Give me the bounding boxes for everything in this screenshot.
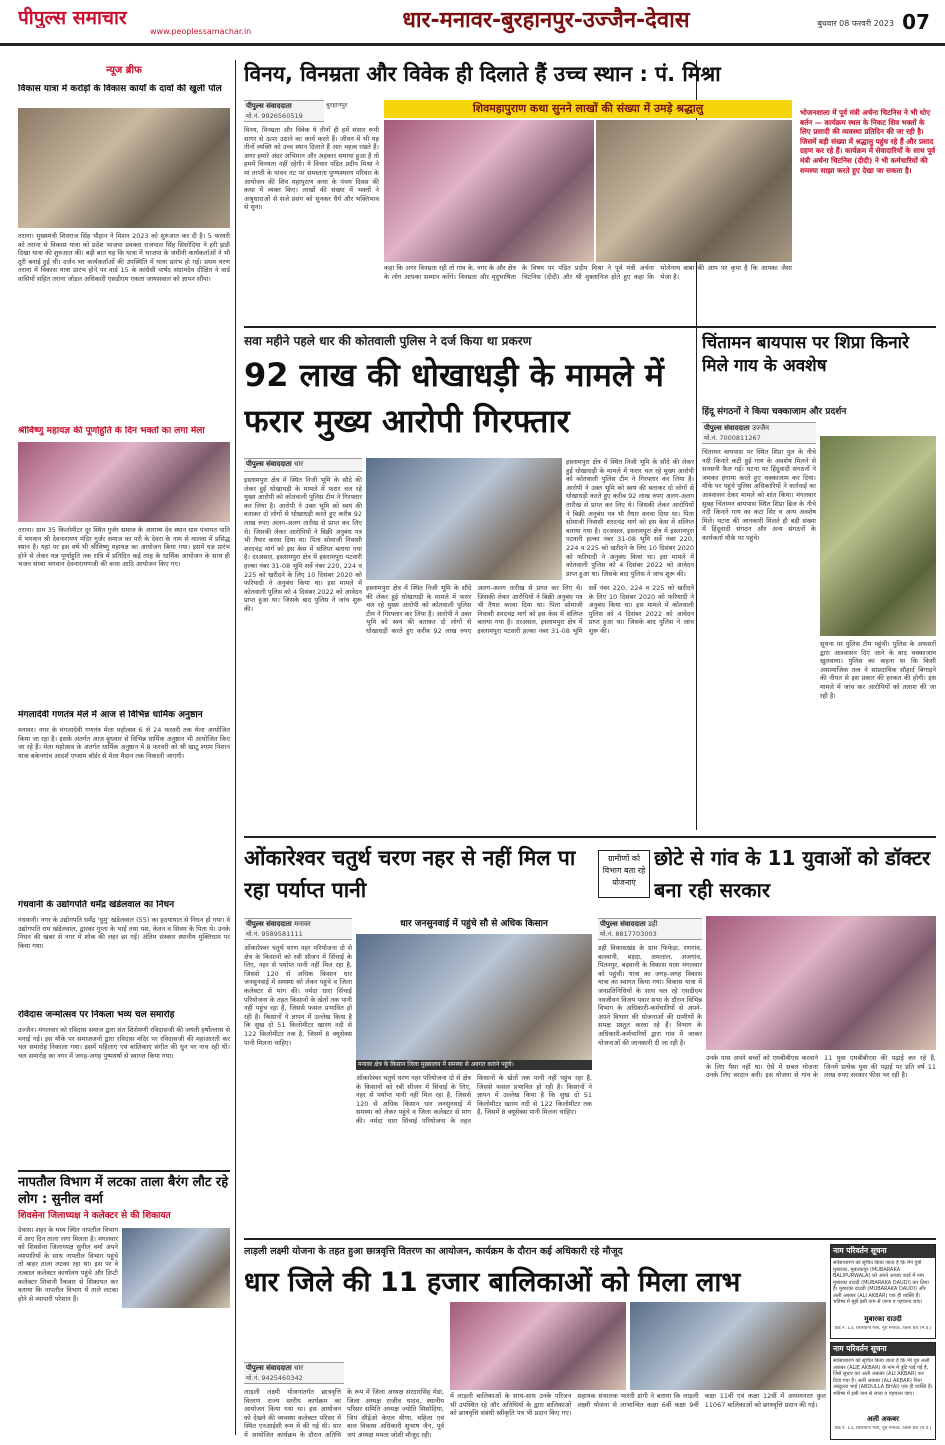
- notice-1-body: सर्वसाधारण को सूचित किया जाता है कि मैंने पुत्री मुबारका, मुबारकपुर (MUBARAKA BALIPURWALA) को अपने आधार कार्ड में नाम मुबारका दाउदी (MUBARAKA DAUDI) कर लिया है। मुबारका दाउदी (MUBARAKA DAUDI) और अली अकबर (ALI AKBAR) एक ही व्यक्ति हैं। भविष्य में मुझे इसी नाम से जाना व पहचाना जाए।: [833, 1260, 929, 1305]
- fraud-byline: [244, 458, 362, 472]
- girls-byline: [244, 1362, 344, 1384]
- girls-body: लाड़ली लक्ष्मी योजनांतर्गत छात्रवृत्ति वितरण राज्य स्तरीय कार्यक्रम का आयोजन किया गया था। इस आयोजन को देखने की व्यवस्था कलेक्टर परिसर में स्थित एनआईसी रूम में की गई थी। धार में आयोजित कार्यक्रम के दौरान अतिथि के रूप में जिला अध्यक्ष सरदारसिंह मेडा, जिला अध्यक्ष राजीव यादव, स्थानीय परिसर समिति अध्यक्ष ज्योति सिसोदिया, जिपं सीईओ केएल मीणा, महिला एवं बाल विकास अधिकारी सुभाष जैन, पूर्व जपं अध्यक्ष ममता जोशी मौजूद रही।: [244, 1388, 444, 1439]
- canal-byline-name: पीपुल्स संवाददाता: [246, 920, 292, 928]
- canal-caption: मनावर क्षेत्र के किसान जिला मुख्यालय में समस्या से अवगत कराने पहुंचे।: [356, 1060, 592, 1070]
- notice-2: [830, 1342, 936, 1440]
- brief-6-headline: नापतौल विभाग में लटका ताला बैरंग लौट रहे लोग : सुनील वर्मा: [18, 1170, 230, 1206]
- cow-headline: चिंतामन बायपास पर शिप्रा किनारे मिले गाय के अवशेष: [702, 333, 909, 376]
- horizontal-rule: [244, 1238, 936, 1240]
- girls-kicker: लाड़ली लक्ष्मी योजना के तहत हुआ छात्रवृत्ति वितरण का आयोजन, कार्यक्रम के दौरान कई अधिकारी रहे मौजूद: [244, 1246, 623, 1257]
- cow-place: उज्जैन: [752, 424, 770, 432]
- cow-photo: [820, 436, 936, 636]
- notice-2-sign: अली अकबर: [867, 1415, 899, 1423]
- edition-title: धार-मनावर-बुरहानपुर-उज्जैन-देवास: [402, 8, 690, 33]
- masthead-logo: पीपुल्स समाचार: [18, 7, 127, 28]
- canal-place: मनावर: [294, 920, 311, 928]
- brief-1-body: तराना। मुख्यमंत्री शिवराज सिंह चौहान ने मिशन 2023 को शुरुआत कर दी है। 5 फरवरी को तराना से विकास यात्रा को प्रदेश भाजपा प्रवक्ता राजपाल सिंह सिसोदिया ने हरी झंडी दिखा यात्रा की शुरुआत की। बड़ी बात यह कि यात्रा में भाजपा के जमीनी कार्यकर्ताओं ने भी दूरी बनाई हुई थी। दर्जन भर कार्यकर्ताओं की उपस्थिति में यात्रा प्रारंभ हो गई। प्रथम चरण तराना में विकास यात्रा प्रारंभ होने पर वार्ड 15 के कांग्रेसी पार्षद संग्रामदेव दीक्षित ने वार्ड वासियों सहित तराना जोड़ल अधिकारी एसडीएम एकता जायसवाल को ज्ञापन सौंपा।: [18, 232, 230, 283]
- girls-photo-1: [450, 1302, 626, 1390]
- brief-2-photo: [18, 442, 230, 522]
- notice-1-sign: मुबारका दाउदी: [864, 1315, 902, 1323]
- fraud-place: धार: [294, 460, 304, 468]
- brief-6-body: देवास। शहर के मध्य स्थित नापतौल विभाग में आए दिन ताला लगा मिलता है। मंगलवार को शिवसेना जिलाध्यक्ष सुनील वर्मा अपने व्यापारियों के साथ नापतौल विभाग पहुंचे तो बाहर ताला लटका रहा था। इस पर वे तत्काल कलेक्टर कार्यालय पहुंचे और डिप्टी कलेक्टर शिवानी रैकवार से शिकायत कर बताया कि नापतौल विभाग में ताले लटका होने से व्यापारी परेशान हैं।: [18, 1226, 118, 1303]
- doctor-body: डही विकासखंड के ग्राम फिफेड़ा, रणगांव, बलवानी, बड़दा, अमलाल, अजगांव, पितनपुर, बड़वानी के विकास यात्रा मंगलवार को पहुंची। यात्रा का जगह-जगह विकास यात्रा का स्वागत किया गया। विकास यात्रा में जनप्रतिनिधियों के साथ चल रहे एसडीएम नवजीवन विजय पवार सभा के दौरान विभिन्न विभाग के अधिकारी-कर्मचारियों से अपने-अपने विभाग की योजनाओं की ग्रामीणों के समक्ष प्रस्तुत करवा रहे हैं। विभाग के अधिकारी-कर्मचारियों द्वारा गांव में जाकर योजनाओं की जानकारी दी जा रही है।: [598, 944, 702, 1047]
- brief-2-headline: श्रीविष्णु महायज्ञ की पूर्णाहुति के दिन भक्तों का लगा मेला: [18, 426, 205, 436]
- doctor-mobile: मो.नं. 8817703003: [600, 930, 657, 938]
- top-story-photo-1: [384, 120, 594, 262]
- cow-caption: सूचना पर पुलिस टीम पहुंची। पुलिस के अफसरों द्वारा आश्वासन दिए जाने के बाद चक्काजाम खुलवाया। पुलिस का कहना था कि किसी असामाजिक तत्व ने सांप्रदायिक सौहार्द बिगाड़ने की नीयत से इस प्रकार की हरकत की होगी। इस मामले में जांच कर आरोपियों को तलाश की जा रही है।: [820, 640, 936, 700]
- top-story-sidebar: भोजनशाला में पूर्व मंत्री अर्चना चिटनिस ने भी धोए बर्तन — कार्यक्रम स्थल के निकट शिव भक्तों के लिए प्रसादी की व्यवस्था प्रतिदिन की जा रही है। जिसमें बड़ी संख्या में श्रद्धालु पहुंच रहे हैं और प्रसाद ग्रहण कर रहे हैं। कार्यक्रम में सेवादारियों के साथ पूर्व मंत्री अर्चना चिटनिस (दीदी) ने भी कर्मचारियों की समस्या साझा करते हुए देखा जा सकता है।: [800, 108, 936, 175]
- fraud-body-cont: इस्लामपुरा क्षेत्र में स्थित निजी भूमि के सौदे की लेकर हुई धोखाधड़ी के मामले में फरार चल रहे मुख्य आरोपी को कोतवाली पुलिस टीम ने गिरफ्तार कर लिया है। आरोपी ने उक्त भूमि को स्वयं की बताकर दो लोगों से धोखाधड़ी करते हुए करीब 92 लाख रुपए अलग-अलग तारीख से प्राप्त कर लिए थे। जिसकी लेकर आरोपियों ने बिक्री अनुबंध पत्र भी तैयार करवा दिया था। पिता सोमाजी निवासी शरदचंद्र मार्ग को इस केस में संलिप्त बताया गया है। दरअसल, इस्लामपुरा क्षेत्र में इस्लामपुरा पटवारी हल्का नंबर 31-08 भूमि सर्वे नंबर 220, 224 व 225 को खरीदने के लिए 10 दिसंबर 2020 को फरियादी ने अनुबंध किया था। इस मामले में कोतवाली पुलिस को 4 दिसंबर 2022 को आवेदन प्राप्त हुआ था। जिसके बाद पुलिस ने जांच शुरू की।: [366, 584, 694, 635]
- top-story-banner: शिवमहापुराण कथा सुनने लाखों की संख्या में उमड़े श्रद्धालु: [384, 100, 792, 118]
- notice-2-address: वार्ड न. 13, जिरियानी गली, नूरी मनावर, जिला धार (म.प्र.): [834, 1426, 932, 1431]
- top-story-photo-2: [596, 120, 792, 262]
- canal-photo: [356, 934, 592, 1060]
- brief-4-headline: गंधवानी के उद्योगपति धर्मेंद्र खंडेलवाल का निधन: [18, 900, 175, 910]
- doctor-side-label: ग्रामीणों को विभाग बता रहे योजनाएं: [598, 850, 650, 898]
- top-story-byline: [244, 100, 324, 122]
- column-rule: [235, 60, 236, 1435]
- brief-1-headline: विकास यात्रा में करोड़ों के विकास कार्यों के दावों की खुली पोल: [18, 84, 222, 94]
- fraud-body: इस्लामपुरा क्षेत्र में स्थित निजी भूमि के सौदे की लेकर हुई धोखाधड़ी के मामले में फरार चल रहे मुख्य आरोपी को कोतवाली पुलिस टीम ने गिरफ्तार कर लिया है। आरोपी ने उक्त भूमि को स्वयं की बताकर दो लोगों से धोखाधड़ी करते हुए करीब 92 लाख रुपए अलग-अलग तारीख से प्राप्त कर लिए थे। जिसकी लेकर आरोपियों ने बिक्री अनुबंध पत्र भी तैयार करवा दिया था। पिता सोमाजी निवासी शरदचंद्र मार्ग को इस केस में संलिप्त बताया गया है। दरअसल, इस्लामपुरा क्षेत्र में इस्लामपुरा पटवारी हल्का नंबर 31-08 भूमि सर्वे नंबर 220, 224 व 225 को खरीदने के लिए 10 दिसंबर 2020 को फरियादी ने अनुबंध किया था। इस मामले में कोतवाली पुलिस को 4 दिसंबर 2022 को आवेदन प्राप्त हुआ था। जिसके बाद पुलिस ने जांच शुरू की।: [244, 476, 362, 613]
- fraud-headline: 92 लाख की धोखाधड़ी के मामले में फरार मुख्य आरोपी गिरफ्तार: [244, 356, 664, 440]
- top-story-byline-name: पीपुल्स संवाददाता: [246, 102, 292, 110]
- brief-6-subhead: शिवसेना जिलाध्यक्ष ने कलेक्टर से की शिकायत: [18, 1211, 171, 1221]
- masthead-website[interactable]: www.peoplessamachar.in: [150, 27, 252, 36]
- section-label-news-brief: न्यूज ब्रीफ: [18, 60, 230, 76]
- brief-4-body: गंधवानी। नगर के उद्योगपति धर्मेंद्र 'धुमु' खंडेलवाल (55) का हृदयाघात से निधन हो गया। वे उद्योगपति राम खंडेलवाल, द्वारका गुप्ता के भाई तथा यश, केतन व शिवम के पिता थे। उनके निधन की खबर से नगर में शोक की लहर छा गई। अंतिम संस्कार स्थानीय मुक्तिधाम पर किया गया।: [18, 916, 230, 950]
- top-story-caption: कहा कि अगर विनम्रता रही तो गांव के, नगर के और क्षेत्र के लोग आपका सम्मान करेंगे। विनम्रता और मृदुभाषिता के विषय पर पंडित प्रदीप मिश्रा ने पूर्व मंत्री अर्चना चिटनिस (दीदी) और श्री मुक्तानिज होते हुए कहा कि भोलेनाथ बाबा की आप पर कृपा है कि आपका जैसा भेजा है।: [384, 264, 792, 281]
- doctor-headline: छोटे से गांव के 11 युवाओं को डॉक्टर बना रही सरकार: [654, 846, 931, 902]
- notice-1: [830, 1244, 936, 1339]
- notice-1-title: नाम परिवर्तन सूचना: [831, 1245, 935, 1258]
- top-story-mobile: मो.नं. 9926560519: [246, 112, 303, 120]
- canal-byline: [244, 918, 352, 940]
- brief-3-body: मनावर। नगर के मंगलादेवी गणतंत्र मेला महोत्सव 6 से 24 फरवरी तक मेला आयोजित किया जा रहा है। इसके अंतर्गत आज बुधवार से विभिन्न धार्मिक अनुष्ठान भी आयोजित किए जा रहे हैं। मेला महोत्सव के अंतर्गत धार्मिक अनुष्ठान में 8 फरवरी को श्री खाटू श्याम निशान यात्रा बकेनगांव आदर्श एग्जाम बॉर्डर से मेला मैदान तक निकाली जाएगी।: [18, 726, 230, 760]
- cow-body: चिंतामन बायपास पर स्थित शिप्रा पुल के नीचे नदी किनारे कटी हुई गाय के अवशेष मिलने से सनसनी फैल गई। घटना पर हिंदूवादी संगठनों ने जमकर हंगामा करते हुए चक्काजाम कर दिया। मौके पर पहुंचे पुलिस अधिकारियों ने कार्रवाई का आश्वासन देकर मामले को शांत किया। मंगलवार सुबह चिंतामन बायपास स्थित शिप्रा ब्रिज के नीचे नदी किनारे गाय का कटा सिर व अन्य अवशेष मिले। घटना की जानकारी मिलते ही बड़ी संख्या में हिंदूवादी संगठन और अन्य संगठनों के कार्यकर्ता मौके पर पहुंचे।: [702, 448, 816, 542]
- girls-mobile: मो.नं. 9425460342: [246, 1374, 303, 1382]
- page-number: 07: [902, 10, 930, 34]
- girls-headline: धार जिले की 11 हजार बालिकाओं को मिला लाभ: [244, 1267, 741, 1298]
- issue-date: बुधवार 08 फरवरी 2023: [817, 19, 894, 28]
- fraud-kicker: सवा महीने पहले धार की कोतवाली पुलिस ने दर्ज किया था प्रकरण: [244, 334, 532, 348]
- masthead: [0, 0, 945, 46]
- brief-2-body: तराना। ग्राम 35 किलोमीटर दूर स्थित गुर्जर समाज के आराध्य देव स्थान ग्राम पंचायत पाति में भगवान श्री देवनारायण मंदिर गुर्जर समाज का परी के देवरा के नाम से मालवा में प्रसिद्ध स्थान है। यहां पर इस वर्ष भी श्रीविष्णु महायज्ञ का आयोजन किया गया। इसमें यज्ञ प्रारंभ होने से लेकर यज्ञ पूर्णाहुति तक रात्रि में प्रतिदिन कई तरह के धार्मिक आयोजन के साथ ही भजन संध्या भगवान देवनारायणजी की कथा आदि आयोजन किए गए।: [18, 526, 230, 569]
- brief-3-headline: मंगलादेवी गणतंत्र मेले में आज से विभिन्न धार्मिक अनुष्ठान: [18, 710, 203, 720]
- horizontal-rule: [244, 836, 936, 838]
- brief-5-body: उज्जैन। मंगलवार को रविदास समाज द्वारा संत शिरोमणी रविदासजी की जयंती हर्षोल्लास से मनाई गई। इस मौके पर समाजजनों द्वारा रविदास मंदिर पर रविदासजी की महाआरती कर चल समारोह निकाला गया। इसमें महिलाएं एवं बालिकाएं संगीत की धुन पर नाच रही थीं। चल समारोह का नगर में जगह-जगह पुष्पवर्षा से स्वागत किया गया।: [18, 1026, 230, 1060]
- horizontal-rule: [244, 326, 936, 328]
- notice-1-address: वार्ड न. 13, जिरियानी गली, नूरी मनावर, जिला धार (म.प्र.): [834, 1326, 932, 1331]
- doctor-byline: [598, 918, 702, 940]
- top-story-body: विनय, विनम्रता और विवेक ये तीनों ही हमें संसार रूपी सागर से ऊपर उठाने का कार्य करते हैं। जीवन में भी यह तीनों व्यक्ति को उच्च स्थान दिलाते हैं अतः महत्व रखते हैं। अगर हमारे अंदर अभिमान और अहंकार समाया हुआ है तो हममें विनयता नहीं रहेगी। ये विचार पंडित प्रदीप मिश्रा ने मां ताप्ती के पावन तट पर समस्तता पुण्यस्मरण परिवार के आयोजन की शिव महापुराण कथा के पंचम दिवस की कथा में व्यक्त किए। लाखों की संख्या में भक्तों ने अश्रुधाराओं से सजे प्रसंग को सुनकर धैर्य और भक्तिभाव से सुना।: [244, 126, 379, 212]
- doctor-caption: उनके पास अपने बच्चों को एमबीबीएस करवाने के लिए पैसा नहीं था। ऐसे में सबल योजना उनके लिए वरदान बनी। इस योजना से गांव के 11 युवा एमबीबीएस की पढ़ाई कर रहे हैं, जिनमें प्रत्येक युवा की पढ़ाई पर प्रति वर्ष 11 लाख रुपए सरकार फीस भर रही है।: [706, 1054, 936, 1080]
- notice-2-title: नाम परिवर्तन सूचना: [831, 1343, 935, 1356]
- canal-photo-head: धार जनसुनवाई में पहुंचे सौ से अधिक किसान: [400, 919, 548, 929]
- canal-body: ओंकारेश्वर चतुर्थ चरण नहर परियोजना दो से क्षेत्र के किसानों को रबी सीजन में सिंचाई के लिए, नहर से पर्याप्त पानी नहीं मिल रहा है, जिससे 120 से अधिक किसान धार जनसुनवाई में समस्या को लेकर पहुंचे व जिला कलेक्टर से मांग की। नर्मदा धारा सिंचाई परियोजना के तहत किसानों के खेतों तक पानी नहीं पहुंच रहा है, जिससे फसल प्रभावित हो रही है। किसानों ने ज्ञापन में उल्लेख किया है कि सुख दो 51 किलोमीटर खारम नदी से 122 किलोमीटर तक है, जिसमें 8 क्यूसेक्स पानी मिलना चाहिए।: [244, 944, 352, 1047]
- cow-byline: [702, 422, 816, 444]
- cow-byline-name: पीपुल्स संवाददाता: [704, 424, 750, 432]
- cow-mobile: मो.नं. 7000811267: [704, 434, 761, 442]
- fraud-body-side: इस्लामपुरा क्षेत्र में स्थित निजी भूमि के सौदे की लेकर हुई धोखाधड़ी के मामले में फरार चल रहे मुख्य आरोपी को कोतवाली पुलिस टीम ने गिरफ्तार कर लिया है। आरोपी ने उक्त भूमि को स्वयं की बताकर दो लोगों से धोखाधड़ी करते हुए करीब 92 लाख रुपए अलग-अलग तारीख से प्राप्त कर लिए थे। जिसकी लेकर आरोपियों ने बिक्री अनुबंध पत्र भी तैयार करवा दिया था। पिता सोमाजी निवासी शरदचंद्र मार्ग को इस केस में संलिप्त बताया गया है। दरअसल, इस्लामपुरा क्षेत्र में इस्लामपुरा पटवारी हल्का नंबर 31-08 भूमि सर्वे नंबर 220, 224 व 225 को खरीदने के लिए 10 दिसंबर 2020 को फरियादी ने अनुबंध किया था। इस मामले में कोतवाली पुलिस को 4 दिसंबर 2022 को आवेदन प्राप्त हुआ था। जिसके बाद पुलिस ने जांच शुरू की।: [566, 458, 694, 578]
- brief-1-photo: [18, 108, 230, 228]
- canal-mobile: मो.नं. 9589581111: [246, 930, 303, 938]
- fraud-byline-name: पीपुल्स संवाददाता: [246, 460, 292, 468]
- girls-caption: में लाड़ली बालिकाओं के साथ-साथ उनके परिजन भी उपस्थित रहे और अतिथियों के द्वारा बालिकाओं को छात्रवृत्ति संबंधी स्वीकृति पत्र भी प्रदान किए गए। सहायक संचालक भारती डांगी ने बताया कि लाड़ली लक्ष्मी योजना से लाभान्वित कक्षा 6वीं कक्षा 9वीं कक्षा 11वीं एवं कक्षा 12वीं में अध्ययनरत कुल 11067 बालिकाओं को छात्रवृत्ति प्रदान की गई।: [450, 1392, 826, 1418]
- left-column: [18, 60, 230, 1440]
- doctor-byline-name: पीपुल्स संवाददाता: [600, 920, 646, 928]
- girls-place: धार: [294, 1364, 304, 1372]
- fraud-photo: [366, 458, 562, 580]
- doctor-photo: [706, 916, 936, 1050]
- top-story-place: बुरहानपुर: [326, 101, 348, 109]
- brief-6-photo: [122, 1228, 230, 1308]
- doctor-place: डही: [648, 920, 658, 928]
- girls-byline-name: पीपुल्स संवाददाता: [246, 1364, 292, 1372]
- canal-body-cont: ओंकारेश्वर चतुर्थ चरण नहर परियोजना दो से क्षेत्र के किसानों को रबी सीजन में सिंचाई के लिए, नहर से पर्याप्त पानी नहीं मिल रहा है, जिससे 120 से अधिक किसान धार जनसुनवाई में समस्या को लेकर पहुंचे व जिला कलेक्टर से मांग की। नर्मदा धारा सिंचाई परियोजना के तहत किसानों के खेतों तक पानी नहीं पहुंच रहा है, जिससे फसल प्रभावित हो रही है। किसानों ने ज्ञापन में उल्लेख किया है कि सुख दो 51 किलोमीटर खारम नदी से 122 किलोमीटर तक है, जिसमें 8 क्यूसेक्स पानी मिलना चाहिए।: [356, 1074, 592, 1125]
- cow-subhead: हिंदू संगठनों ने किया चक्काजाम और प्रदर्शन: [702, 407, 847, 417]
- girls-photo-2: [630, 1302, 826, 1390]
- brief-5-headline: रविदास जन्मोत्सव पर निकला भव्य चल समारोह: [18, 1010, 175, 1020]
- canal-headline: ओंकारेश्वर चतुर्थ चरण नहर से नहीं मिल पा रहा पर्याप्त पानी: [244, 846, 576, 902]
- notice-2-body: सर्वसाधारण को सूचित किया जाता है कि मेरे पुत्र अली अकबर (ALIE AKBAR) के नाम में त्रुटि पाई गई है, जिसे सुधार कर अली अकबर (ALI AKBAR) कर दिया गया है। अली अकबर (ALI AKBAR) पिता अब्दुल्ला भाई (ABDULLA BHAI) एक ही व्यक्ति हैं। भविष्य में इसी नाम से जाना व पहचाना जाए।: [833, 1358, 933, 1397]
- top-story-headline: विनय, विनम्रता और विवेक ही दिलाते हैं उच्च स्थान : पं. मिश्रा: [244, 62, 721, 86]
